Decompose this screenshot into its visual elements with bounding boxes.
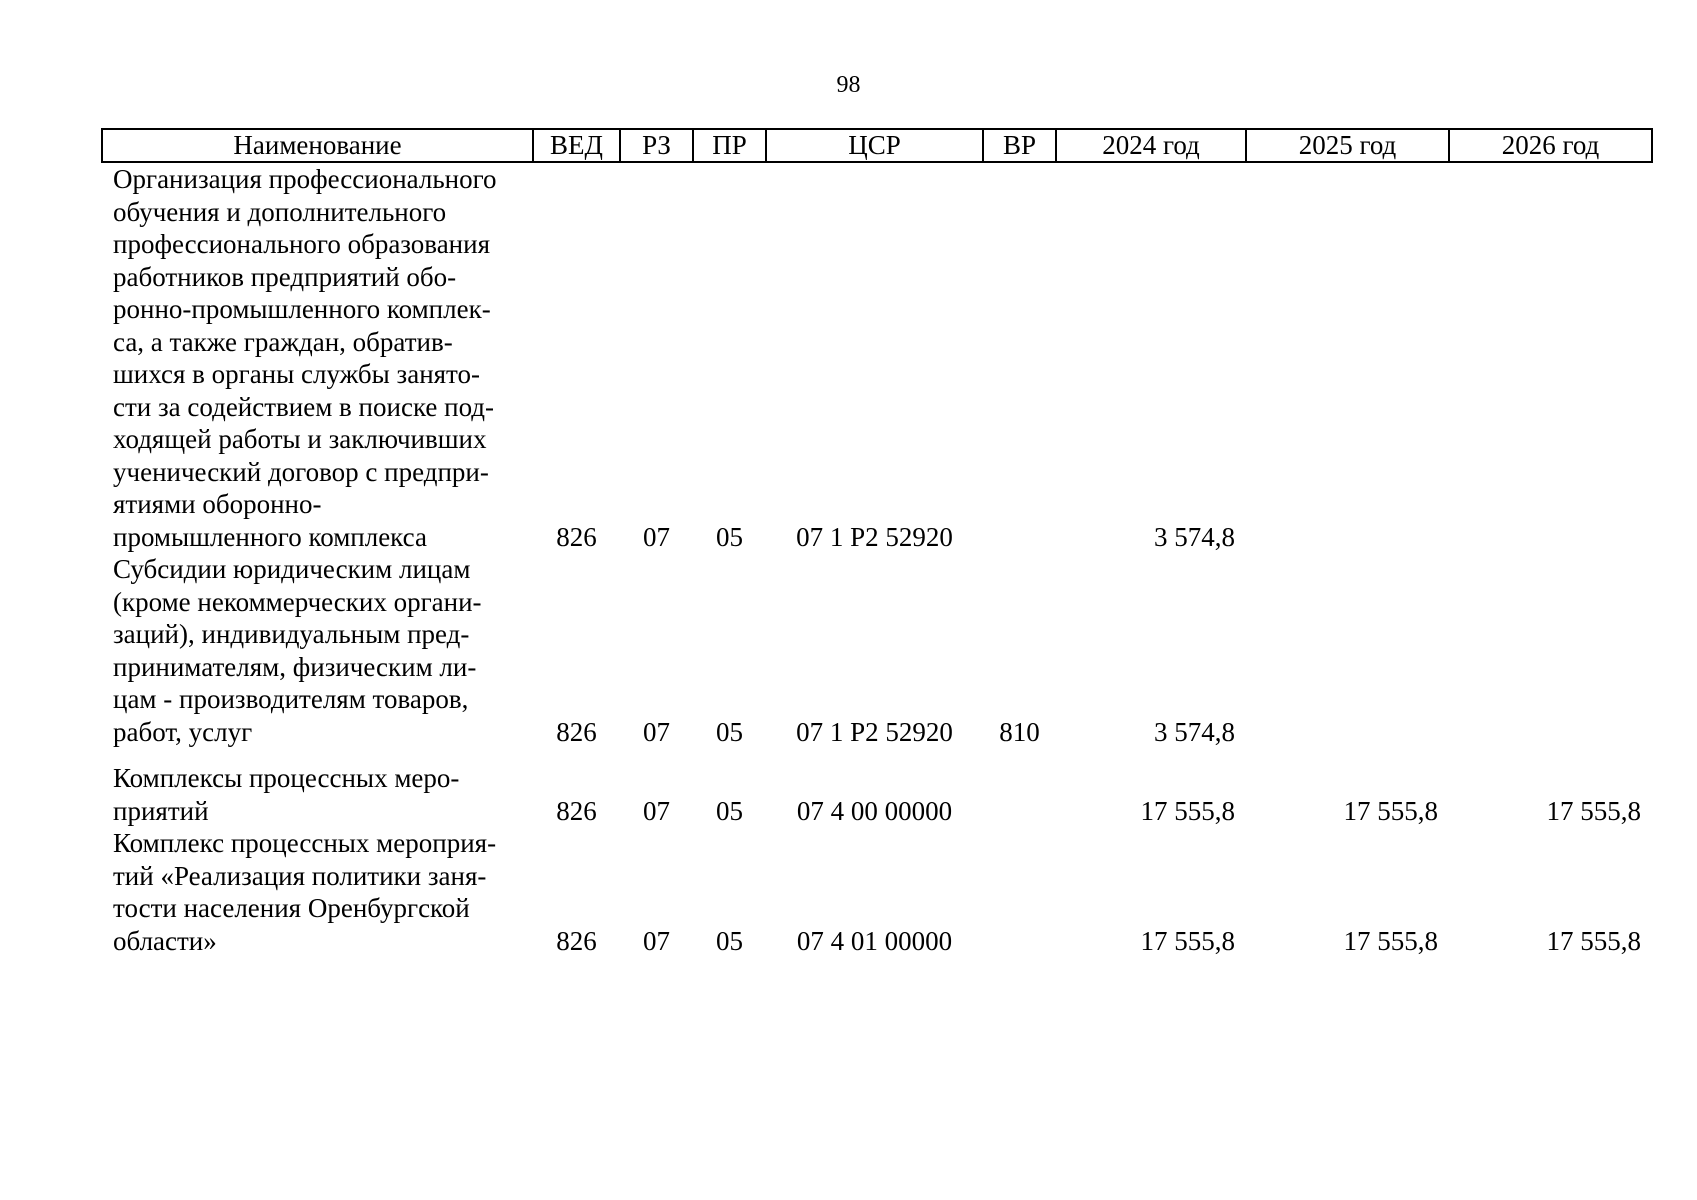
header-ved: ВЕД bbox=[533, 129, 620, 162]
name-line: ходящей работы и заключивших bbox=[113, 424, 487, 454]
name-line: работ, услуг bbox=[113, 716, 253, 747]
name-line: промышленного комплекса bbox=[113, 521, 427, 552]
vr-cell bbox=[983, 162, 1056, 553]
row-name-cell bbox=[102, 827, 533, 957]
name-line: ученический договор с предпри- bbox=[113, 456, 489, 487]
ved-cell: 826 bbox=[556, 716, 597, 747]
header-name: Наименование bbox=[102, 129, 533, 162]
row-spacer bbox=[102, 748, 1652, 762]
amount-2025-cell: 17 555,8 bbox=[1343, 795, 1438, 826]
pr-cell: 05 bbox=[716, 521, 743, 552]
table-row bbox=[102, 827, 1652, 957]
rz-cell: 07 bbox=[643, 795, 670, 826]
ved-cell: 826 bbox=[556, 925, 597, 956]
name-line: шихся в органы службы занято- bbox=[113, 359, 480, 389]
name-line: ронно-промышленного комплек- bbox=[113, 294, 491, 324]
page-number: 98 bbox=[836, 72, 861, 98]
amount-2024-cell: 3 574,8 bbox=[1154, 716, 1235, 747]
csr-cell: 07 1 Р2 52920 bbox=[796, 716, 953, 747]
amount-2026-cell bbox=[1449, 553, 1652, 748]
header-2026: 2026 год bbox=[1449, 129, 1652, 162]
amount-2025-cell bbox=[1246, 162, 1449, 553]
name-line: Организация профессионального bbox=[113, 164, 497, 194]
name-line: Комплексы процессных меро- bbox=[113, 763, 460, 793]
rz-cell: 07 bbox=[643, 716, 670, 747]
ved-cell: 826 bbox=[556, 795, 597, 826]
table-row bbox=[102, 553, 1652, 748]
name-line: цам - производителям товаров, bbox=[113, 684, 469, 714]
name-line: профессионального образования bbox=[113, 229, 490, 259]
row-name-cell bbox=[102, 162, 533, 553]
name-line: тости населения Оренбургской bbox=[113, 893, 470, 923]
vr-cell bbox=[983, 827, 1056, 957]
amount-2024-cell: 3 574,8 bbox=[1154, 521, 1235, 552]
amount-2026-cell: 17 555,8 bbox=[1546, 925, 1641, 956]
header-csr: ЦСР bbox=[766, 129, 983, 162]
name-line: принимателям, физическим ли- bbox=[113, 651, 477, 682]
ved-cell: 826 bbox=[556, 521, 597, 552]
name-line: са, а также граждан, обратив- bbox=[113, 326, 453, 357]
vr-cell bbox=[983, 762, 1056, 827]
table-row bbox=[102, 162, 1652, 553]
amount-2024-cell: 17 555,8 bbox=[1140, 925, 1235, 956]
name-line: Субсидии юридическим лицам bbox=[113, 554, 471, 584]
amount-2025-cell bbox=[1246, 553, 1449, 748]
amount-2026-cell: 17 555,8 bbox=[1546, 795, 1641, 826]
amount-2025-cell: 17 555,8 bbox=[1343, 925, 1438, 956]
name-line: заций), индивидуальным пред- bbox=[113, 619, 470, 649]
name-line: ятиями оборонно- bbox=[113, 489, 322, 519]
pr-cell: 05 bbox=[716, 716, 743, 747]
csr-cell: 07 4 00 00000 bbox=[796, 795, 953, 826]
header-2025: 2025 год bbox=[1246, 129, 1449, 162]
table-row bbox=[102, 762, 1652, 827]
budget-table bbox=[101, 128, 1653, 957]
header-2024: 2024 год bbox=[1056, 129, 1246, 162]
vr-cell: 810 bbox=[999, 716, 1040, 747]
table-header-row bbox=[102, 129, 1652, 162]
amount-2024-cell: 17 555,8 bbox=[1140, 795, 1235, 826]
header-vr: ВР bbox=[983, 129, 1056, 162]
name-line: работников предприятий обо- bbox=[113, 261, 457, 292]
header-pr: ПР bbox=[693, 129, 766, 162]
name-line: (кроме некоммерческих органи- bbox=[113, 586, 482, 617]
header-rz: РЗ bbox=[620, 129, 693, 162]
name-line: обучения и дополнительного bbox=[113, 196, 447, 227]
name-line: приятий bbox=[113, 795, 209, 826]
name-line: тий «Реализация политики заня- bbox=[113, 860, 487, 891]
amount-2026-cell bbox=[1449, 162, 1652, 553]
csr-cell: 07 4 01 00000 bbox=[796, 925, 953, 956]
row-name-cell bbox=[102, 762, 533, 827]
name-line: Комплекс процессных мероприя- bbox=[113, 828, 497, 858]
csr-cell: 07 1 Р2 52920 bbox=[796, 521, 953, 552]
rz-cell: 07 bbox=[643, 925, 670, 956]
name-line: сти за содействием в поиске под- bbox=[113, 391, 495, 422]
pr-cell: 05 bbox=[716, 795, 743, 826]
pr-cell: 05 bbox=[716, 925, 743, 956]
row-name-cell bbox=[102, 553, 533, 748]
rz-cell: 07 bbox=[643, 521, 670, 552]
name-line: области» bbox=[113, 925, 217, 956]
